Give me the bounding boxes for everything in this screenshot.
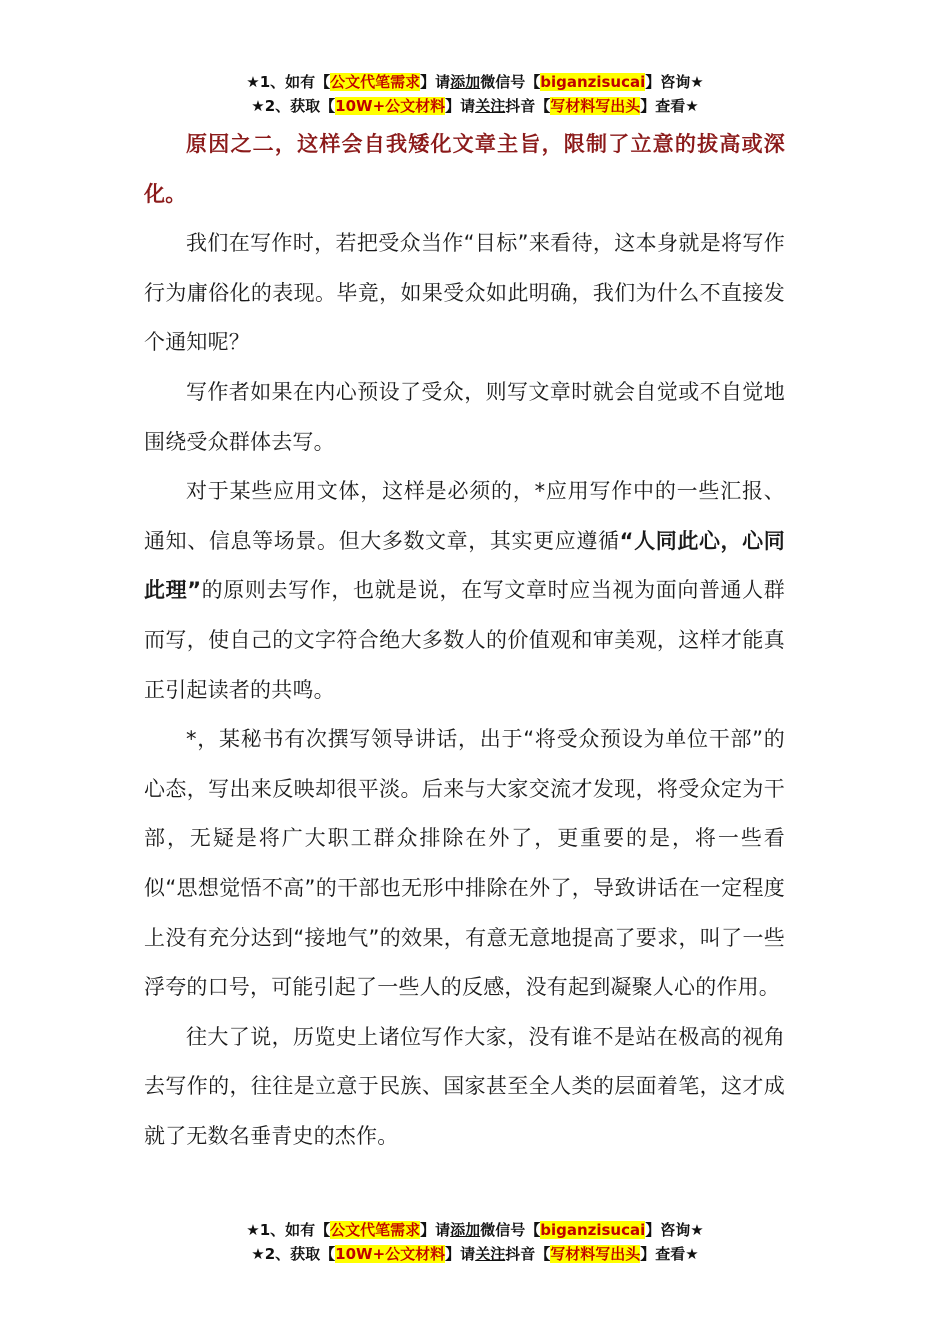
promo-line-1: ★1、如有【公文代笔需求】请添加微信号【biganzisucai】咨询★ xyxy=(246,73,704,91)
promo-line-2: ★2、获取【10W+公文材料】请关注抖音【写材料写出头】查看★ xyxy=(251,97,699,115)
star-icon: ★ xyxy=(251,1245,265,1263)
promo-highlight: 10W+公文材料 xyxy=(335,97,446,115)
douyin-id-highlight: 写材料写出头 xyxy=(550,97,641,115)
promo-highlight: 公文代笔需求 xyxy=(330,1221,421,1239)
promo-banner-bottom xyxy=(0,1218,950,1266)
wechat-id-highlight: biganzisucai xyxy=(540,73,646,91)
star-icon: ★ xyxy=(246,73,260,91)
promo-highlight: 公文代笔需求 xyxy=(330,73,421,91)
paragraph: 写作者如果在内心预设了受众，则写文章时就会自觉或不自觉地围绕受众群体去写。 xyxy=(144,379,785,454)
paragraph: 我们在写作时，若把受众当作“目标”来看待，这本身就是将写作行为庸俗化的表现。毕竟，如果受众如此明确，我们为什么不直接发个通知呢？ xyxy=(144,231,785,355)
star-icon: ★ xyxy=(246,1221,260,1239)
promo-line-1: ★1、如有【公文代笔需求】请添加微信号【biganzisucai】咨询★ xyxy=(246,1221,704,1239)
promo-highlight: 10W+公文材料 xyxy=(335,1245,446,1263)
paragraph: 对于某些应用文体，这样是必须的，*应用写作中的一些汇报、通知、信息等场景。但大多数文章，其实更应遵循“人同此心，心同此理”的原则去写作，也就是说，在写文章时应当视为面向普通人群而写，使自己的文字符合绝大多数人的价值观和审美观，这样才能真正引起读者的共鸣。 xyxy=(144,479,785,702)
star-icon: ★ xyxy=(685,97,699,115)
promo-banner-top xyxy=(0,70,950,118)
section-heading: 原因之二，这样会自我矮化文章主旨，限制了立意的拔高或深化。 xyxy=(144,132,785,206)
star-icon: ★ xyxy=(251,97,265,115)
star-icon: ★ xyxy=(690,1221,704,1239)
star-icon: ★ xyxy=(690,73,704,91)
paragraph: *，某秘书有次撰写领导讲话，出于“将受众预设为单位干部”的心态，写出来反映却很平淡。后来与大家交流才发现，将受众定为干部，无疑是将广大职工群众排除在外了，更重要的是，将一些看似“思想觉悟不高”的干部也无形中排除在外了，导致讲话在一定程度上没有充分达到“接地气”的效果，有意无意地提高了要求，叫了一些浮夸的口号，可能引起了一些人的反感，没有起到凝聚人心的作用。 xyxy=(144,727,785,1000)
article-body xyxy=(144,120,785,1161)
wechat-id-highlight: biganzisucai xyxy=(540,1221,646,1239)
promo-line-2: ★2、获取【10W+公文材料】请关注抖音【写材料写出头】查看★ xyxy=(251,1245,699,1263)
emphasis-quote: “人同此心，心同此理” xyxy=(144,528,785,603)
paragraph: 往大了说，历览史上诸位写作大家，没有谁不是站在极高的视角去写作的，往往是立意于民族、国家甚至全人类的层面着笔，这才成就了无数名垂青史的杰作。 xyxy=(144,1024,785,1148)
douyin-id-highlight: 写材料写出头 xyxy=(550,1245,641,1263)
star-icon: ★ xyxy=(685,1245,699,1263)
